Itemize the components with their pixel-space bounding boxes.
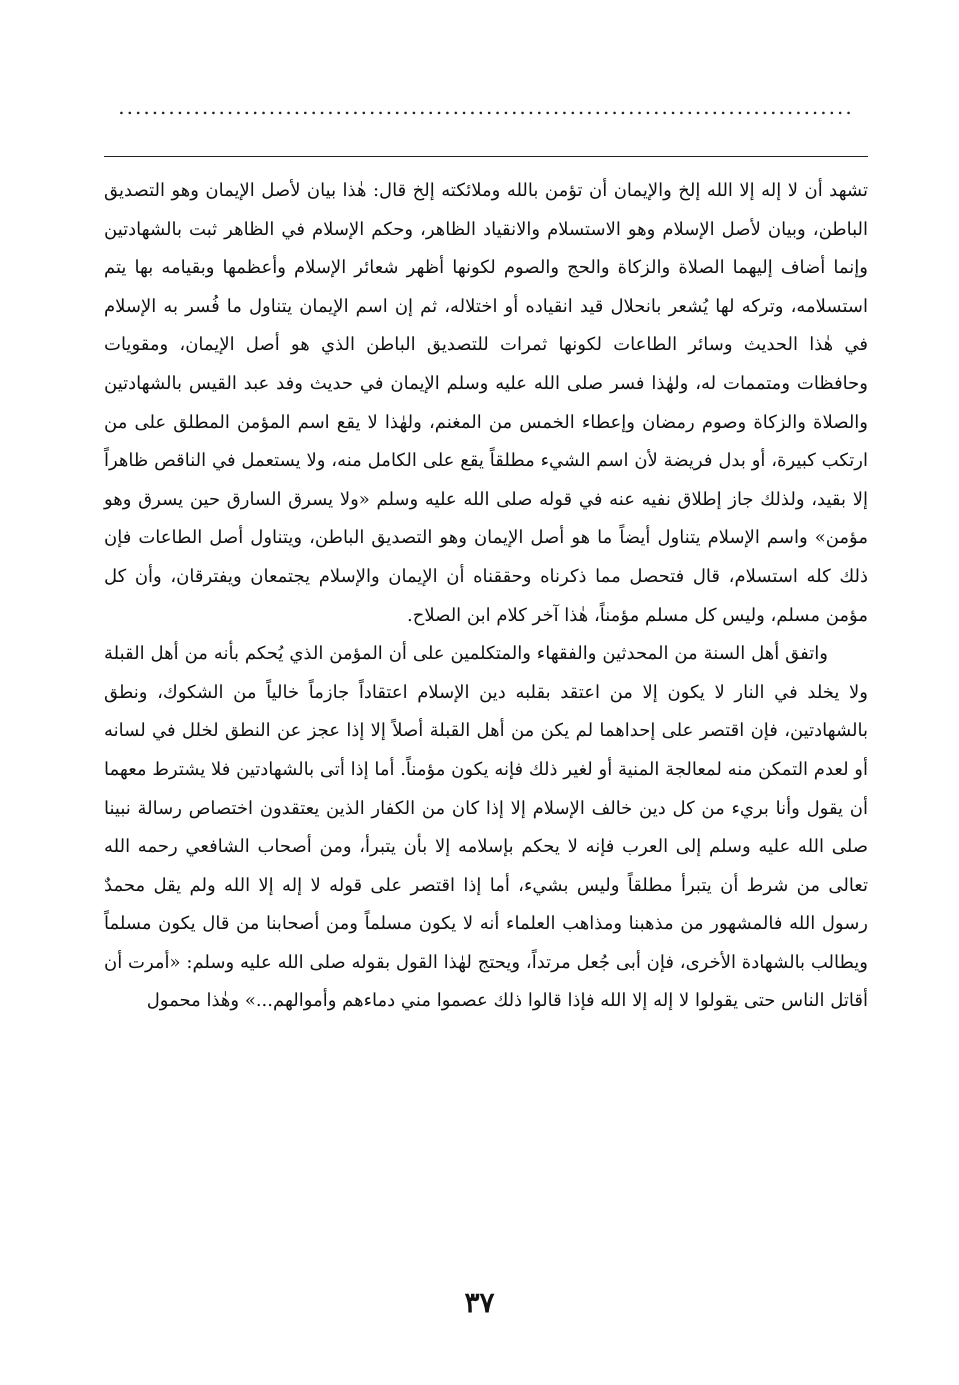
page-number: ٣٧ bbox=[464, 1286, 495, 1319]
paragraph-1: تشهد أن لا إله إلا الله إلخ والإيمان أن تؤمن بالله وملائكته إلخ قال: هٰذا بيان لأصل الإيمان وهو التصديق الباطن، وبيان لأصل الإسلام وهو الاستسلام والانقياد الظاهر، وحكم الإسلام في الظاهر ثبت بالشهادتين وإنما أضاف إليهما الصلاة والزكاة والحج والصوم لكونها أظهر شعائر الإسلام وأعظمها وبقيامه بها يتم استسلامه، وتركه لها يُشعر بانحلال قيد انقياده أو اختلاله، ثم إن اسم الإيمان يتناول ما فُسر به الإسلام في هٰذا الحديث وسائر الطاعات لكونها ثمرات للتصديق الباطن الذي هو أصل الإيمان، ومقويات وحافظات ومتممات له، ولهٰذا فسر صلى الله عليه وسلم الإيمان في حديث وفد عبد القيس بالشهادتين والصلاة والزكاة وصوم رمضان وإعطاء الخمس من المغنم، ولهٰذا لا يقع اسم المؤمن المطلق على من ارتكب كبيرة، أو بدل فريضة لأن اسم الشيء مطلقاً يقع على الكامل منه، ولا يستعمل في الناقص ظاهراً إلا بقيد، ولذلك جاز إطلاق نفيه عنه في قوله صلى الله عليه وسلم «ولا يسرق السارق حين يسرق وهو مؤمن» واسم الإسلام يتناول أيضاً ما هو أصل الإيمان وهو التصديق الباطن، ويتناول أصل الطاعات فإن ذلك كله استسلام، قال فتحصل مما ذكرناه وحققناه أن الإيمان والإسلام يجتمعان ويفترقان، وأن كل مؤمن مسلم، وليس كل مسلم مؤمناً، هٰذا آخر كلام ابن الصلاح. bbox=[104, 180, 868, 626]
page-body bbox=[104, 172, 868, 1021]
paragraph-2: واتفق أهل السنة من المحدثين والفقهاء والمتكلمين على أن المؤمن الذي يُحكم بأنه من أهل القبلة ولا يخلد في النار لا يكون إلا من اعتقد بقلبه دين الإسلام اعتقاداً جازماً خالياً من الشكوك، ونطق بالشهادتين، فإن اقتصر على إحداهما لم يكن من أهل القبلة أصلاً إلا إذا عجز عن النطق لخلل في لسانه أو لعدم التمكن منه لمعالجة المنية أو لغير ذلك فإنه يكون مؤمناً. أما إذا أتى بالشهادتين فلا يشترط معهما أن يقول وأنا بريء من كل دين خالف الإسلام إلا إذا كان من الكفار الذين يعتقدون اختصاص رسالة نبينا صلى الله عليه وسلم إلى العرب فإنه لا يحكم بإسلامه إلا بأن يتبرأ، ومن أصحاب الشافعي رحمه الله تعالى من شرط أن يتبرأ مطلقاً وليس بشيء، أما إذا اقتصر على قوله لا إله إلا الله ولم يقل محمدٌ رسول الله فالمشهور من مذهبنا ومذاهب العلماء أنه لا يكون مسلماً ومن أصحابنا من قال يكون مسلماً ويطالب بالشهادة الأخرى، فإن أبى جُعل مرتداً، ويحتج لهٰذا القول بقوله صلى الله عليه وسلم: «أمرت أن أقاتل الناس حتى يقولوا لا إله إلا الله فإذا قالوا ذلك عصموا مني دماءهم وأموالهم...» وهٰذا محمول bbox=[104, 643, 868, 1012]
header-rule bbox=[104, 156, 868, 157]
header-dotted-line: ........................................................................................ bbox=[118, 95, 854, 119]
